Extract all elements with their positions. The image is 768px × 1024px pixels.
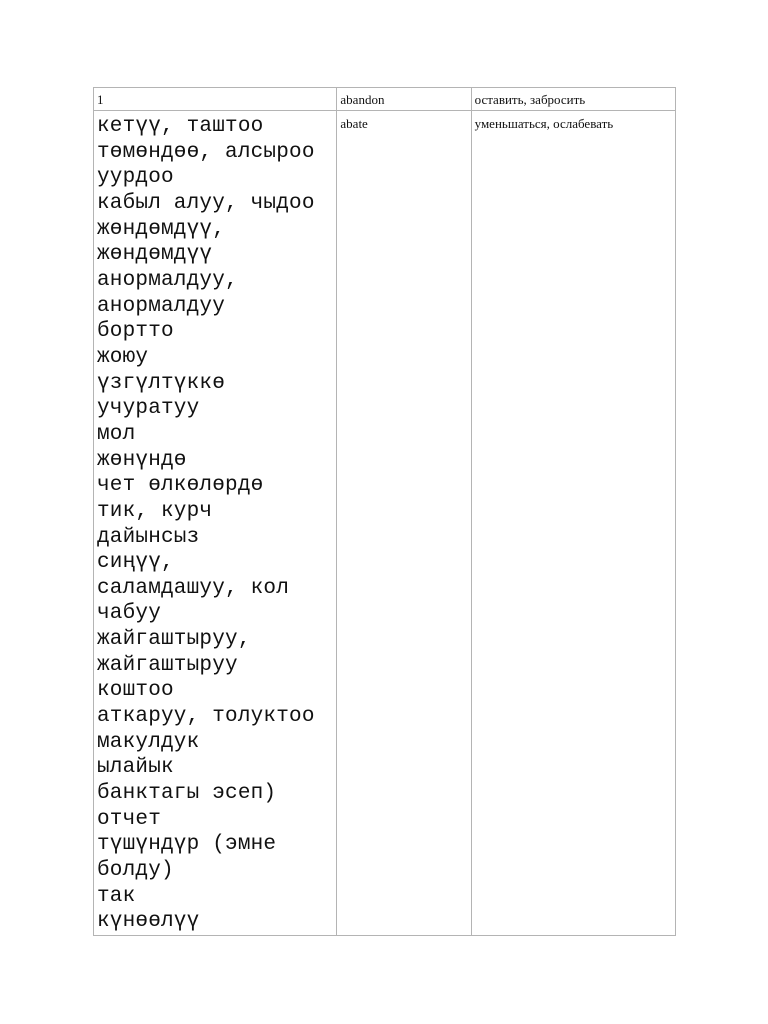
list-item: жөндөмдүү xyxy=(97,243,213,267)
kyrgyz-word-list xyxy=(94,111,336,935)
table-row xyxy=(94,111,676,936)
list-item: кабыл алуу, чыдоо xyxy=(97,191,315,215)
list-item: үзгүлтүккө xyxy=(97,371,226,395)
list-item: анормалдуу, xyxy=(97,268,238,292)
list-item: отчет xyxy=(97,807,162,831)
list-item: дайынсыз xyxy=(97,525,200,549)
list-item: аткаруу, толуктоо xyxy=(97,705,315,729)
russian-translation: уменьшаться, ослабевать xyxy=(474,116,614,131)
list-item: так xyxy=(97,884,136,908)
english-word: abandon xyxy=(340,92,385,107)
list-item: банктагы эсеп) xyxy=(97,782,277,806)
list-item: коштоо xyxy=(97,679,174,703)
table-cell-russian xyxy=(471,111,675,936)
russian-translation: оставить, забросить xyxy=(474,92,586,107)
table-cell-index xyxy=(94,88,337,111)
list-item: жоюу xyxy=(97,345,149,369)
list-item: бортто xyxy=(97,320,174,344)
list-item: кетүү, таштоо xyxy=(97,115,264,138)
table-cell-english xyxy=(337,111,471,936)
table-cell-english xyxy=(337,88,471,111)
list-item: учуратуу xyxy=(97,397,200,421)
list-item: жайгаштыруу xyxy=(97,653,238,677)
list-item: ылайык xyxy=(97,756,174,780)
list-item: мол xyxy=(97,422,136,446)
english-word: abate xyxy=(340,116,368,131)
list-item: төмөндөө, алсыроо xyxy=(97,140,315,164)
list-item: чет өлкөлөрдө xyxy=(97,474,264,498)
list-item: түшүндүр (эмне xyxy=(97,833,277,857)
list-item: саламдашуу, кол xyxy=(97,576,290,600)
vocabulary-table xyxy=(93,87,676,936)
list-item: чабуу xyxy=(97,602,162,626)
table-row xyxy=(94,88,676,111)
list-item: анормалдуу xyxy=(97,294,226,318)
table-cell-russian xyxy=(471,88,675,111)
list-item: жайгаштыруу, xyxy=(97,628,251,652)
list-item: макулдук xyxy=(97,730,200,754)
list-item: уурдоо xyxy=(97,166,174,190)
list-item: тик, курч xyxy=(97,499,213,523)
list-item: болду) xyxy=(97,859,174,883)
list-item: күнөөлүү xyxy=(97,910,200,934)
list-item: жөнүндө xyxy=(97,448,187,472)
list-item: жөндөмдүү, xyxy=(97,217,226,241)
table-cell-kyrgyz-list xyxy=(94,111,337,936)
row-number: 1 xyxy=(97,92,104,107)
list-item: сиңүү, xyxy=(97,551,174,575)
